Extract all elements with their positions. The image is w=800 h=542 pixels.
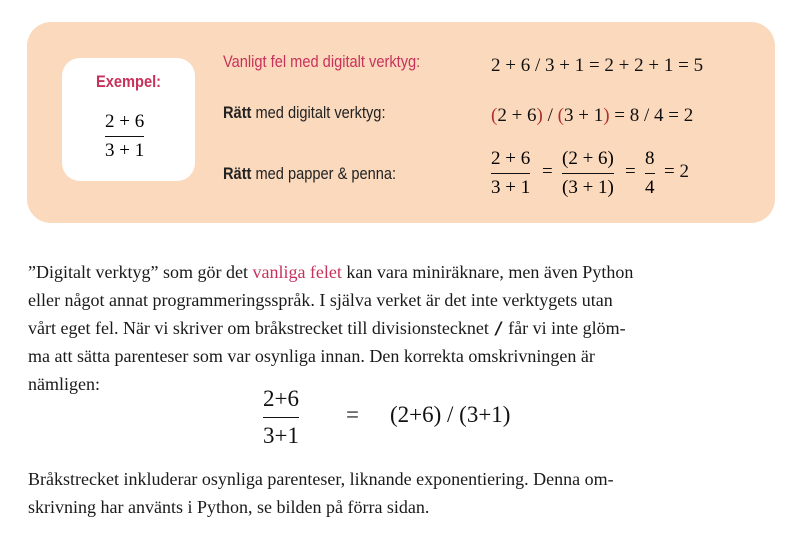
paper-equals-1: =	[542, 161, 553, 182]
paper-label	[223, 164, 396, 184]
text-segment: får vi inte glöm-	[503, 318, 626, 338]
paren-open-2: (	[557, 105, 564, 126]
display-fraction	[263, 386, 299, 449]
paper-equals-2: =	[625, 161, 636, 182]
paragraph-1-line-4: ma att sätta parenteser som var osynliga innan. Den korrekta omskrivningen är	[28, 346, 595, 366]
text-segment: ”Digitalt verktyg” som gör det	[28, 262, 253, 282]
paragraph-1-line-3	[28, 314, 626, 343]
wrong-label: Vanligt fel med digitalt verktyg:	[223, 52, 421, 71]
paper-f2-denominator: (3 + 1)	[562, 177, 614, 199]
paragraph-1-line-1	[28, 258, 633, 286]
paper-f3-denominator: 4	[645, 177, 655, 199]
paper-f1-denominator: 3 + 1	[491, 177, 531, 199]
display-numerator: 2+6	[263, 386, 299, 411]
text-segment: vårt eget fel. När vi skriver om bråkstrecket till divisionstecknet	[28, 318, 494, 338]
example-title: Exempel:	[95, 72, 162, 91]
paragraph-1-line-2: eller något annat programmeringsspråk. I själva verket är det inte verktygets utan	[28, 290, 613, 310]
paper-f1-numerator: 2 + 6	[491, 148, 531, 169]
example-fraction	[105, 111, 144, 162]
paragraph-2-line-1: Bråkstrecket inkluderar osynliga parenteser, liknande exponentiering. Denna om-	[28, 469, 614, 489]
fraction-bar	[105, 136, 144, 137]
digital-slash: /	[542, 105, 558, 126]
digital-label-rest: med digitalt verktyg:	[251, 103, 386, 122]
fraction-bar	[491, 173, 530, 174]
display-rhs: (2+6) / (3+1)	[390, 402, 511, 427]
digital-label-bold: Rätt	[223, 103, 252, 122]
paren-close-1: )	[536, 105, 543, 126]
paper-fraction-2	[562, 148, 614, 199]
digital-inner-1: 2 + 6	[497, 105, 537, 126]
digital-label	[223, 103, 386, 123]
fraction-bar	[263, 417, 299, 418]
paper-f3-numerator: 8	[645, 148, 655, 169]
example-denominator: 3 + 1	[105, 140, 145, 162]
text-segment: kan vara miniräknare, men även Python	[341, 262, 634, 282]
paragraph-1-line-5: nämligen:	[28, 374, 100, 394]
digital-expression	[491, 105, 693, 127]
example-numerator: 2 + 6	[105, 111, 145, 132]
paper-result: = 2	[664, 161, 689, 182]
display-denominator: 3+1	[263, 423, 299, 449]
digital-inner-2: 3 + 1	[563, 105, 604, 126]
digital-result: = 8 / 4 = 2	[609, 105, 694, 126]
example-card	[62, 58, 195, 181]
fraction-bar	[645, 173, 655, 174]
division-sign-code: /	[493, 319, 504, 339]
paper-fraction-3	[645, 148, 655, 199]
paper-fraction-1	[491, 148, 530, 199]
paper-label-bold: Rätt	[223, 164, 252, 183]
paragraph-2-line-2: skrivning har använts i Python, se bilden på förra sidan.	[28, 497, 430, 517]
paper-f2-numerator: (2 + 6)	[562, 148, 614, 169]
fraction-bar	[562, 173, 614, 174]
paren-close-2: )	[603, 105, 610, 126]
wrong-expression: 2 + 6 / 3 + 1 = 2 + 2 + 1 = 5	[491, 55, 704, 76]
paper-label-rest: med papper & penna:	[251, 164, 397, 183]
display-equals: =	[346, 402, 359, 427]
highlight-common-error: vanliga felet	[252, 262, 342, 282]
paren-open-1: (	[491, 105, 498, 126]
